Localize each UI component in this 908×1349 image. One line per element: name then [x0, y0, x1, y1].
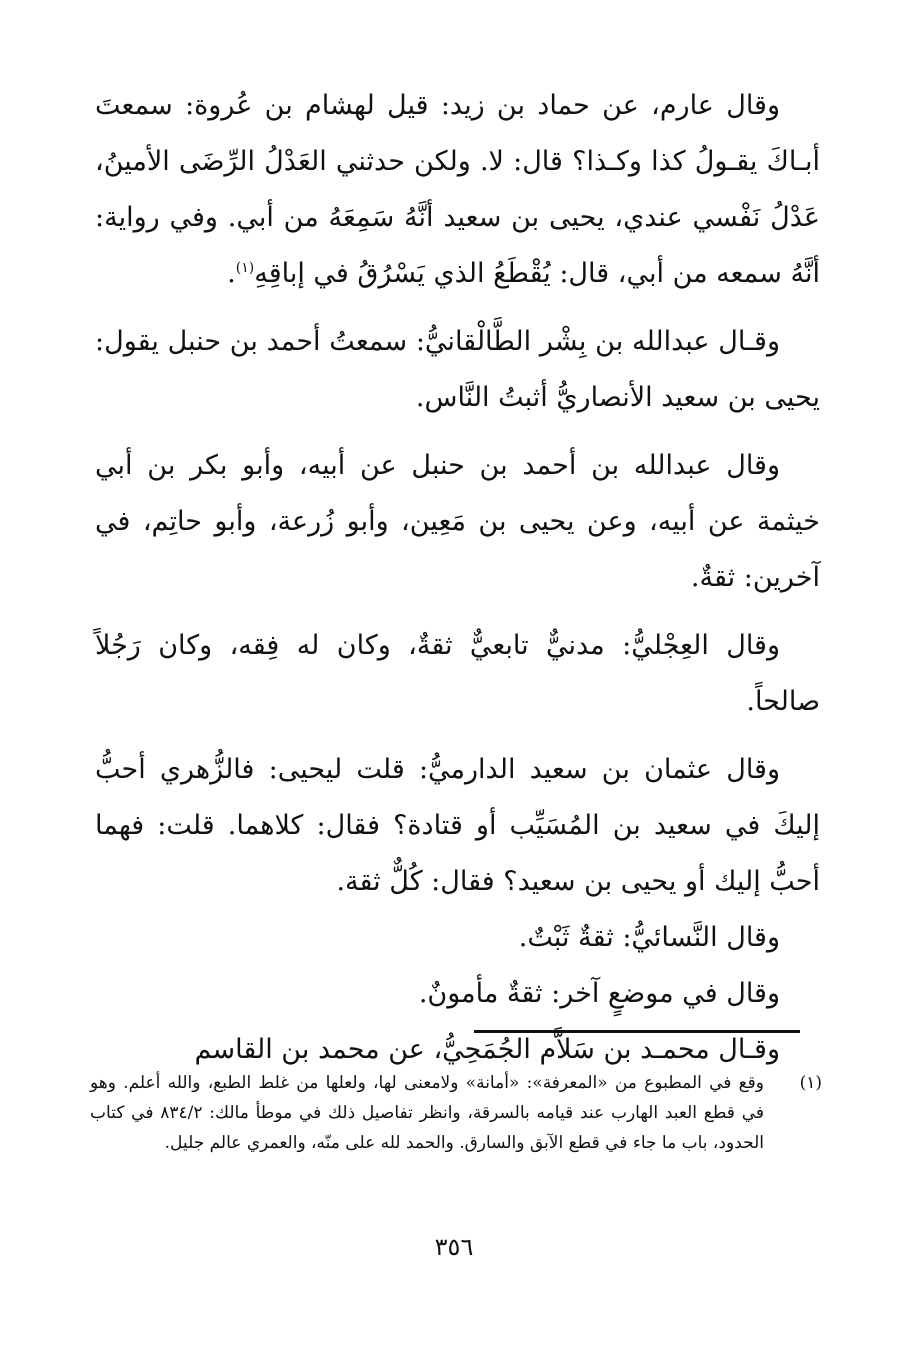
main-text [95, 78, 820, 1078]
paragraph-nasai: وقال النَّسائيُّ: ثقةٌ ثَبْتٌ. [518, 922, 780, 953]
page-number: ٣٥٦ [434, 1233, 474, 1261]
footnotes [90, 1068, 822, 1158]
paragraph-other-place: وقال في موضعٍ آخر: ثقةٌ مأمونٌ. [418, 978, 780, 1009]
paragraph-arim [95, 78, 820, 302]
footnote-divider [474, 1030, 800, 1033]
footnote-text: وقع في المطبوع من «المعرفة»: «أمانة» ولامعنى لها، ولعلها من غلط الطبع، والله أعلم. وهو في قطع العبد الهارب عند قيامه بالسرقة، وانظر تفاصيل ذلك في موطأ مالك: ٨٣٤/٢ في كتاب الحدود، باب ما جاء في قطع الآبق والسارق. والحمد لله على منّه، والعمري عالم جليل. [90, 1073, 764, 1153]
paragraph-darimi: وقال عثمان بن سعيد الدارميُّ: قلت ليحيى: فالزُّهري أحبُّ إليكَ في سعيد بن المُسَيِّب أو قتادة؟ فقال: كلاهما. قلت: فهما أحبُّ إليك أو يحيى بن سعيد؟ فقال: كُلٌّ ثقة. [95, 754, 820, 897]
footnote-number: (١) [799, 1073, 822, 1093]
paragraph-ijli: وقال العِجْليُّ: مدنيٌّ تابعيٌّ ثقةٌ، وكان له فِقه، وكان رَجُلاً صالحاً. [95, 630, 820, 717]
footnote-reference: (١) [235, 260, 255, 276]
paragraph-jumahi: وقـال محمـد بن سَلاَّم الجُمَحِيُّ، عن محمد بن القاسم [194, 1034, 780, 1065]
closing-mark: . [227, 258, 236, 289]
paragraph-abdullah: وقال عبدالله بن أحمد بن حنبل عن أبيه، وأبو بكر بن أبي خيثمة عن أبيه، وعن يحيى بن مَعِين، وأبو زُرعة، وأبو حاتِم، في آخرين: ثقةٌ. [95, 450, 820, 593]
paragraph-text: وقال عارم، عن حماد بن زيد: قيل لهشام بن عُروة: سمعتَ أبـاكَ يقـولُ كذا وكـذا؟ قال: لا. ولكن حدثني العَدْلُ الرِّضَى الأمينُ، عَدْلُ نَفْسي عندي، يحيى بن سعيد أنَّهُ سَمِعَهُ من أبي. وفي رواية: أنَّهُ سمعه من أبي، قال: يُقْطَعُ الذي يَسْرُقُ في إباقِهِ [95, 90, 820, 289]
footnote-item [90, 1068, 822, 1158]
paragraph-talqani: وقـال عبدالله بن بِشْر الطَّالْقانيُّ: سمعتُ أحمد بن حنبل يقول: يحيى بن سعيد الأنصاريُّ أثبتُ النَّاس. [95, 326, 820, 413]
